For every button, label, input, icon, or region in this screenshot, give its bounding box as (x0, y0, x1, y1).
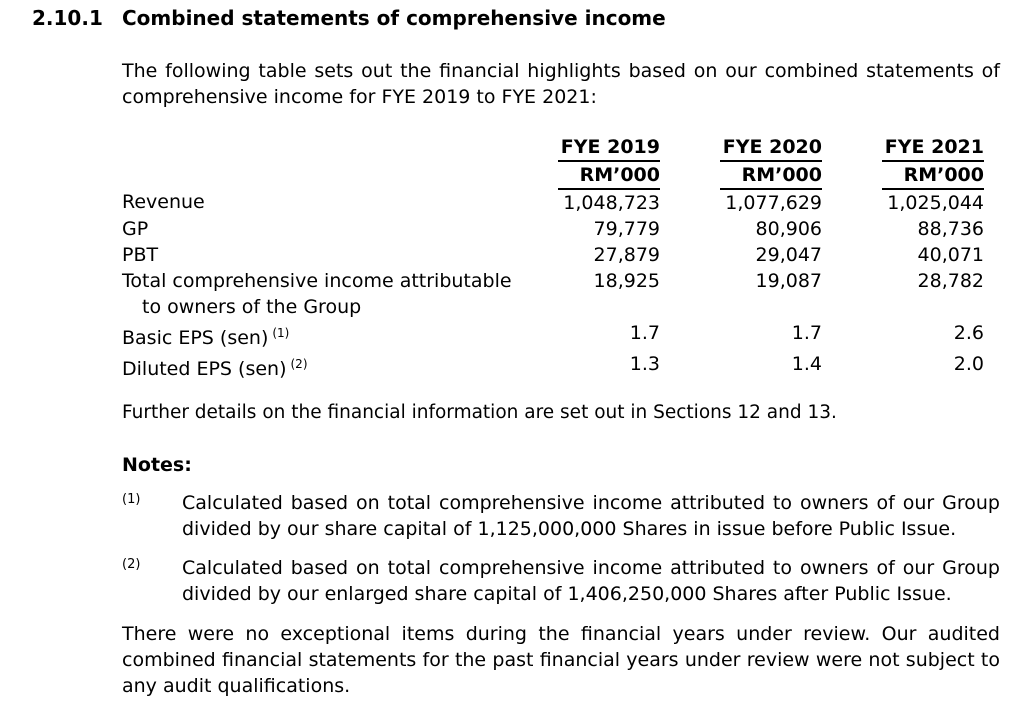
row-label-continuation: to owners of the Group (142, 296, 362, 318)
cell-value: 1.7 (629, 322, 660, 344)
intro-paragraph: The following table sets out the financial highlights based on our combined statements of comprehensive income for FYE 2019 to FYE 2021: (122, 60, 1000, 108)
table-header-row-unit (122, 161, 984, 189)
cell-value: 1.7 (791, 322, 822, 344)
cell-value: 1,048,723 (563, 192, 660, 214)
table-row-pbt (122, 242, 984, 268)
financial-highlights-table (122, 134, 984, 382)
cell-value: 1.4 (791, 353, 822, 375)
note-ref: (2) (290, 357, 308, 371)
cell-value: 1.3 (629, 353, 660, 375)
notes-title: Notes: (122, 454, 192, 476)
col-year-2021: FYE 2021 (882, 134, 984, 161)
further-details-text: Further details on the financial information are set out in Sections 12 and 13. (122, 402, 837, 423)
row-label: Revenue (122, 191, 205, 213)
table-row-total-comprehensive-income-cont (122, 294, 984, 320)
col-unit-2019: RM’000 (558, 161, 660, 189)
col-year-2019: FYE 2019 (558, 134, 660, 161)
note-ref: (1) (272, 326, 290, 340)
cell-value: 2.6 (953, 322, 984, 344)
col-unit-2021: RM’000 (882, 161, 984, 189)
table-row-revenue (122, 189, 984, 216)
cell-value: 2.0 (953, 353, 984, 375)
table-row-basic-eps (122, 320, 984, 351)
col-unit-2020: RM’000 (720, 161, 822, 189)
cell-value: 18,925 (593, 270, 660, 292)
note-mark: (1) (122, 492, 141, 507)
cell-value: 79,779 (593, 218, 660, 240)
cell-value: 28,782 (917, 270, 984, 292)
cell-value: 29,047 (755, 244, 822, 266)
table-header-row-year (122, 134, 984, 161)
note-text: Calculated based on total comprehensive income attributed to owners of our Group divided by our enlarged share capital of 1,406,250,000 Shares after Public Issue. (182, 557, 1000, 605)
row-label: Basic EPS (sen) (122, 327, 269, 349)
cell-value: 80,906 (755, 218, 822, 240)
col-year-2020: FYE 2020 (720, 134, 822, 161)
table-row-diluted-eps (122, 351, 984, 382)
table-row-gp (122, 216, 984, 242)
cell-value: 1,025,044 (887, 192, 984, 214)
note-mark: (2) (122, 557, 141, 572)
table-row-total-comprehensive-income (122, 268, 984, 294)
cell-value: 27,879 (593, 244, 660, 266)
cell-value: 1,077,629 (725, 192, 822, 214)
row-label: GP (122, 218, 149, 240)
section-title: Combined statements of comprehensive income (122, 6, 666, 30)
closing-paragraph: There were no exceptional items during the financial years under review. Our audited combined financial statements for the past financial years under review were not subject to any audit qualifications. (122, 623, 1000, 697)
cell-value: 40,071 (917, 244, 984, 266)
note-text: Calculated based on total comprehensive income attributed to owners of our Group divided by our share capital of 1,125,000,000 Shares in issue before Public Issue. (182, 492, 1000, 540)
section-number: 2.10.1 (32, 6, 103, 30)
cell-value: 19,087 (755, 270, 822, 292)
row-label: PBT (122, 244, 159, 266)
row-label: Diluted EPS (sen) (122, 358, 287, 380)
row-label: Total comprehensive income attributable (122, 270, 512, 292)
cell-value: 88,736 (917, 218, 984, 240)
